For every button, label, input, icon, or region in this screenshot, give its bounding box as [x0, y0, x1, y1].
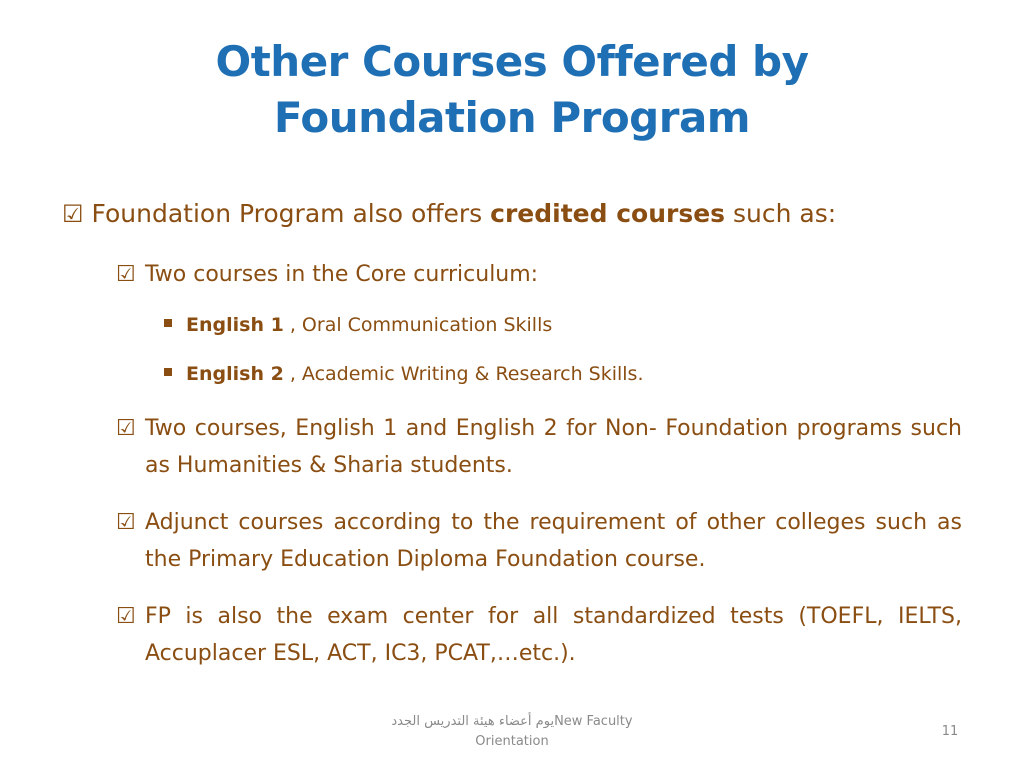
course-name: English 1 [186, 314, 284, 336]
footer-english-text: New Faculty [554, 714, 633, 729]
checkbox-icon: ☑ [116, 604, 136, 629]
core-curriculum-bullet [116, 256, 962, 293]
intro-bullet [62, 196, 962, 232]
checkbox-icon: ☑ [62, 200, 84, 228]
non-foundation-bullet [116, 410, 962, 484]
exam-center-bullet [116, 598, 962, 672]
exam-center-text: FP is also the exam center for all standardized tests (TOEFL, IELTS, Accuplacer ESL, ACT, IC3, PCAT,…etc.). [145, 604, 962, 666]
adjunct-courses-text: Adjunct courses according to the requirement of other colleges such as the Primary Education Diploma Foundation course. [145, 510, 962, 572]
course-name: English 2 [186, 363, 284, 385]
core-curriculum-text: Two courses in the Core curriculum: [145, 262, 539, 287]
page-number: 11 [941, 724, 959, 739]
square-bullet-icon [164, 319, 172, 327]
footer-line-1 [362, 712, 662, 732]
course-item-english-2 [164, 359, 644, 389]
adjunct-courses-bullet [116, 504, 962, 578]
non-foundation-text: Two courses, English 1 and English 2 for Non- Foundation programs such as Humanities & Sharia students. [145, 416, 962, 478]
course-description: , Oral Communication Skills [283, 314, 553, 336]
slide-title [0, 34, 1024, 146]
checkbox-icon: ☑ [116, 510, 136, 535]
slide-title-line-1: Other Courses Offered by [215, 37, 809, 86]
footer-line-2: Orientation [475, 734, 549, 749]
checkbox-icon: ☑ [116, 262, 136, 287]
footer-arabic-text: يوم أعضاء هيئة التدريس الجدد [391, 714, 555, 729]
course-item-english-1 [164, 310, 552, 340]
checkbox-icon: ☑ [116, 416, 136, 441]
footer-caption [362, 712, 662, 752]
square-bullet-icon [164, 368, 172, 376]
intro-text-after: such as: [725, 199, 837, 228]
intro-bold-text: credited courses [490, 199, 726, 228]
intro-text-before: Foundation Program also offers [91, 199, 491, 228]
course-description: , Academic Writing & Research Skills. [283, 363, 644, 385]
slide-title-line-2: Foundation Program [273, 93, 751, 142]
